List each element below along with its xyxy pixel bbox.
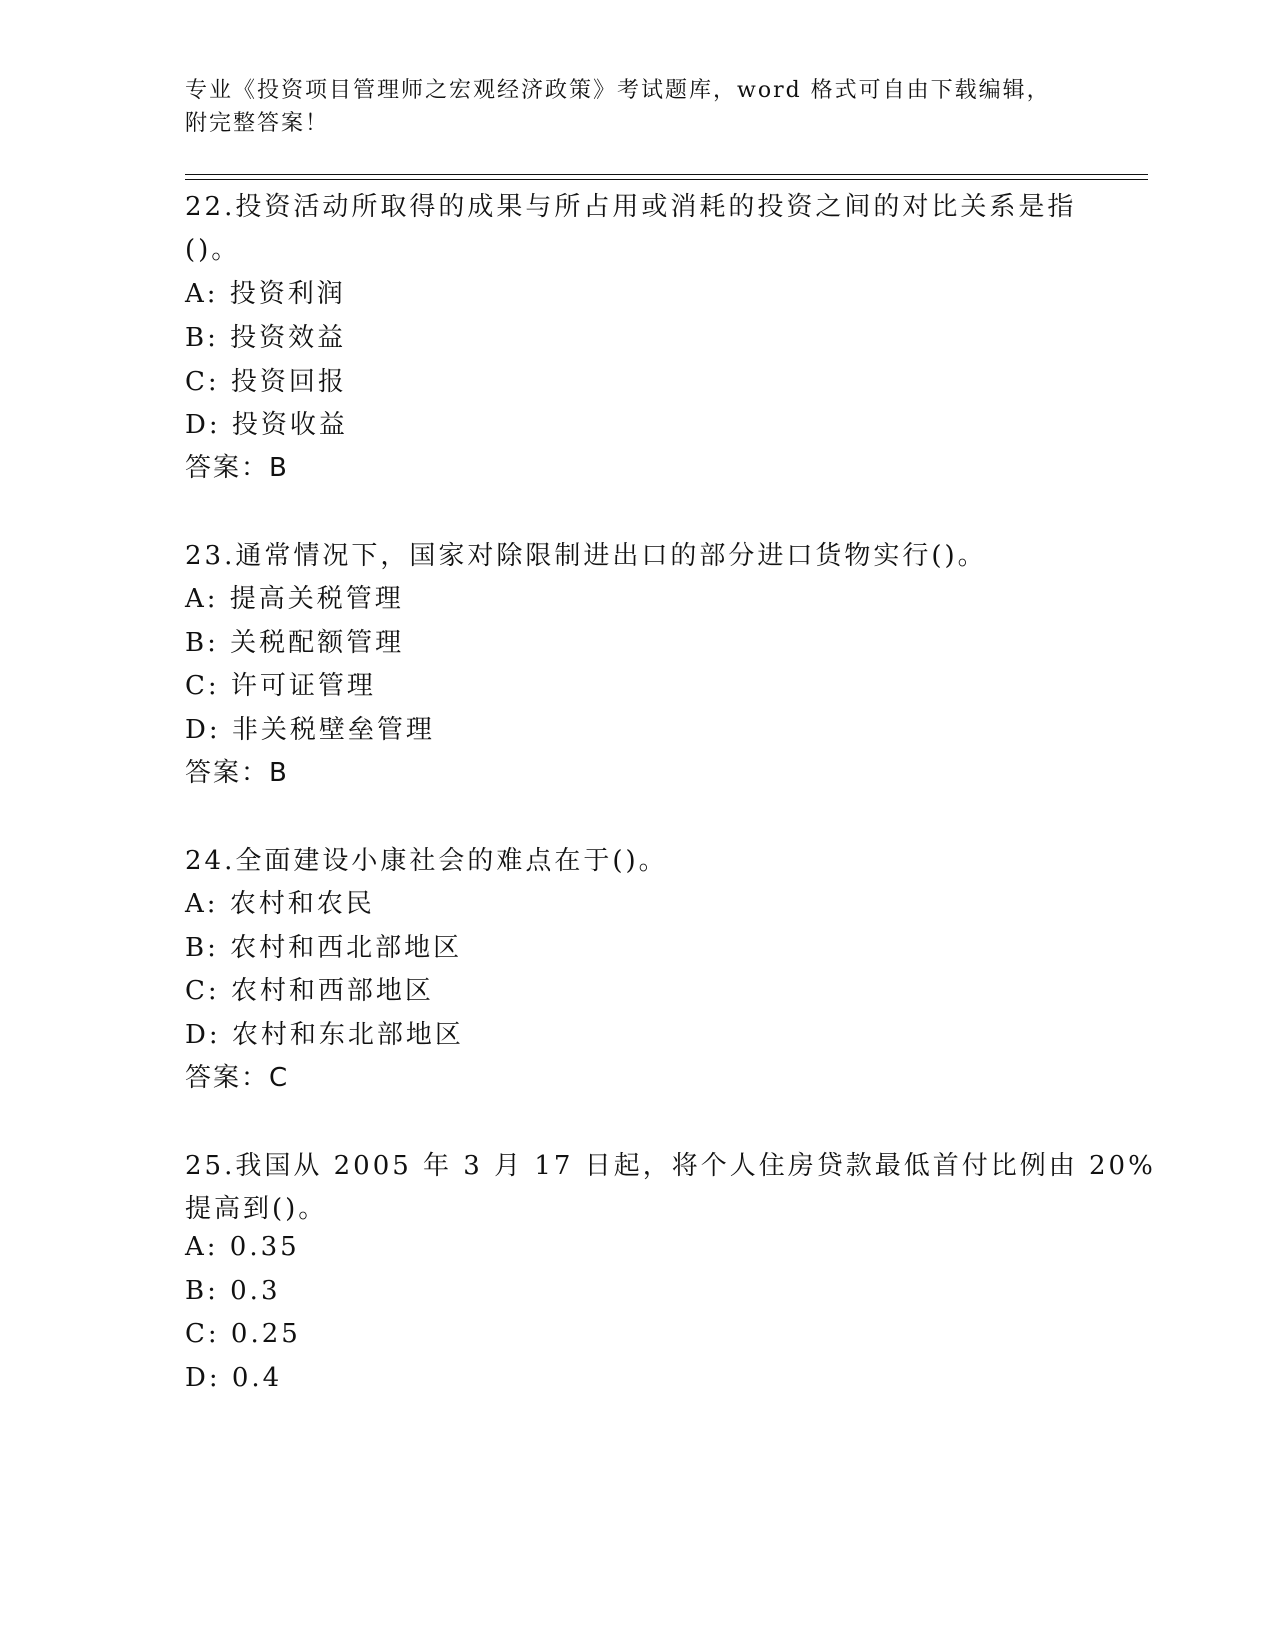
option-b: B: 投资效益 [185, 323, 347, 353]
option-a: A: 农村和农民 [185, 889, 375, 919]
answer-line: 答案：B [185, 758, 289, 788]
answer-line: 答案：C [185, 1063, 290, 1093]
question-stem-continued: 提高到()。 [185, 1194, 328, 1224]
option-c: C: 0.25 [185, 1319, 301, 1349]
option-a: A: 0.35 [185, 1232, 300, 1262]
question-stem-continued: ()。 [185, 235, 241, 265]
option-d: D: 0.4 [185, 1363, 283, 1393]
answer-line: 答案：B [185, 453, 289, 483]
option-d: D: 投资收益 [185, 410, 348, 440]
option-a: A: 提高关税管理 [185, 584, 404, 614]
option-c: C: 许可证管理 [185, 671, 376, 701]
option-d: D: 非关税壁垒管理 [185, 715, 435, 745]
option-a: A: 投资利润 [185, 279, 346, 309]
option-b: B: 农村和西北部地区 [185, 933, 463, 963]
option-b: B: 0.3 [185, 1276, 281, 1306]
header-line-2: 附完整答案！ [185, 111, 330, 136]
question-stem: 22.投资活动所取得的成果与所占用或消耗的投资之间的对比关系是指 [185, 192, 1077, 222]
header-divider-bottom [185, 179, 1148, 180]
question-stem: 24.全面建设小康社会的难点在于()。 [185, 846, 668, 876]
header-divider-top [185, 174, 1148, 175]
question-stem: 25.我国从 2005 年 3 月 17 日起，将个人住房贷款最低首付比例由 20% [185, 1151, 1156, 1181]
option-c: C: 农村和西部地区 [185, 976, 434, 1006]
question-stem: 23.通常情况下，国家对除限制进出口的部分进口货物实行()。 [185, 541, 987, 571]
header-line-1: 专业《投资项目管理师之宏观经济政策》考试题库，word 格式可自由下载编辑， [185, 78, 1051, 103]
option-c: C: 投资回报 [185, 367, 347, 397]
option-b: B: 关税配额管理 [185, 628, 405, 658]
option-d: D: 农村和东北部地区 [185, 1020, 464, 1050]
